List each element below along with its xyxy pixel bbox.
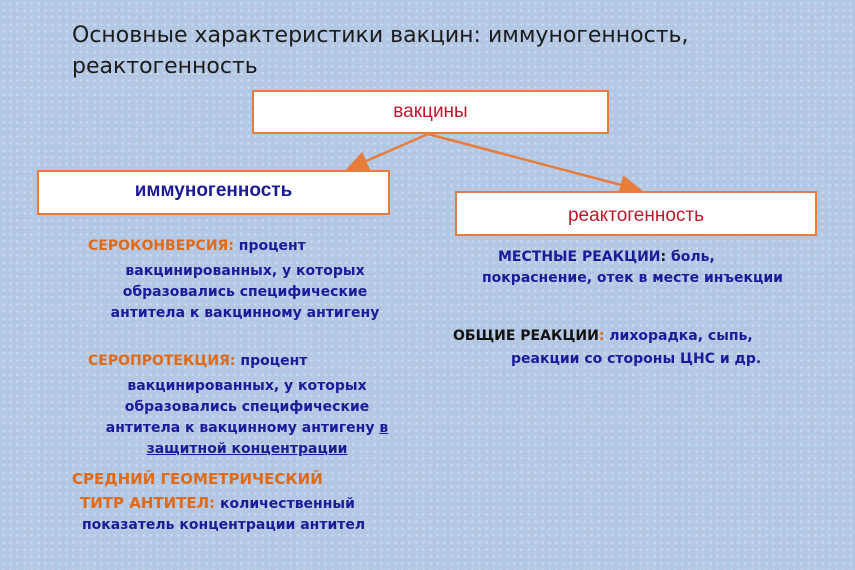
seroprotection-line2: вакцинированных, у которых	[127, 378, 367, 394]
seroconversion-line1: процент	[233, 238, 306, 254]
general-reactions-line1: лихорадка, сыпь,	[604, 328, 753, 344]
seroconversion-block	[80, 236, 410, 324]
local-reactions-block	[470, 247, 840, 289]
seroprotection-block	[72, 351, 422, 460]
node-vaccines: вакцины	[252, 90, 609, 134]
node-reactogenicity: реактогенность	[455, 191, 817, 236]
general-reactions-line2: реакции со стороны ЦНС и др.	[511, 351, 762, 367]
general-reactions-block	[453, 326, 843, 370]
gmt-line2: показатель концентрации антител	[82, 517, 366, 533]
local-reactions-colon: :	[660, 249, 667, 265]
local-reactions-term: МЕСТНЫЕ РЕАКЦИИ	[498, 249, 661, 265]
general-reactions-colon: :	[598, 328, 605, 344]
general-reactions-term: ОБЩИЕ РЕАКЦИИ	[453, 328, 599, 344]
seroprotection-line1: процент	[235, 353, 308, 369]
seroconversion-line3: образовались специфические	[122, 284, 368, 300]
local-reactions-line2: покраснение, отек в месте инъекции	[482, 270, 783, 286]
seroconversion-line4: антитела к вакцинному антигену	[110, 305, 380, 321]
arrow-to-reactogenicity	[428, 134, 640, 190]
node-immunogenicity: иммуногенность	[37, 170, 390, 215]
gmt-line1: количественный	[215, 496, 355, 512]
seroconversion-line2: вакцинированных, у которых	[125, 263, 365, 279]
seroprotection-line5: защитной концентрации	[146, 441, 348, 457]
seroprotection-line3: образовались специфические	[124, 399, 370, 415]
seroconversion-term: СЕРОКОНВЕРСИЯ:	[88, 238, 234, 254]
gmt-term-line2: ТИТР АНТИТЕЛ:	[80, 494, 216, 512]
gmt-block	[72, 468, 422, 536]
local-reactions-line1: боль,	[666, 249, 715, 265]
arrow-to-immunogenicity	[348, 134, 428, 169]
gmt-term-line1: СРЕДНИЙ ГЕОМЕТРИЧЕСКИЙ	[72, 470, 323, 488]
seroprotection-line4-underlined: в	[379, 420, 389, 436]
seroprotection-term: СЕРОПРОТЕКЦИЯ:	[88, 353, 236, 369]
seroprotection-line4: антитела к вакцинному антигену	[105, 420, 380, 436]
slide-title: Основные характеристики вакцин: иммуногенность, реактогенность	[72, 23, 689, 79]
